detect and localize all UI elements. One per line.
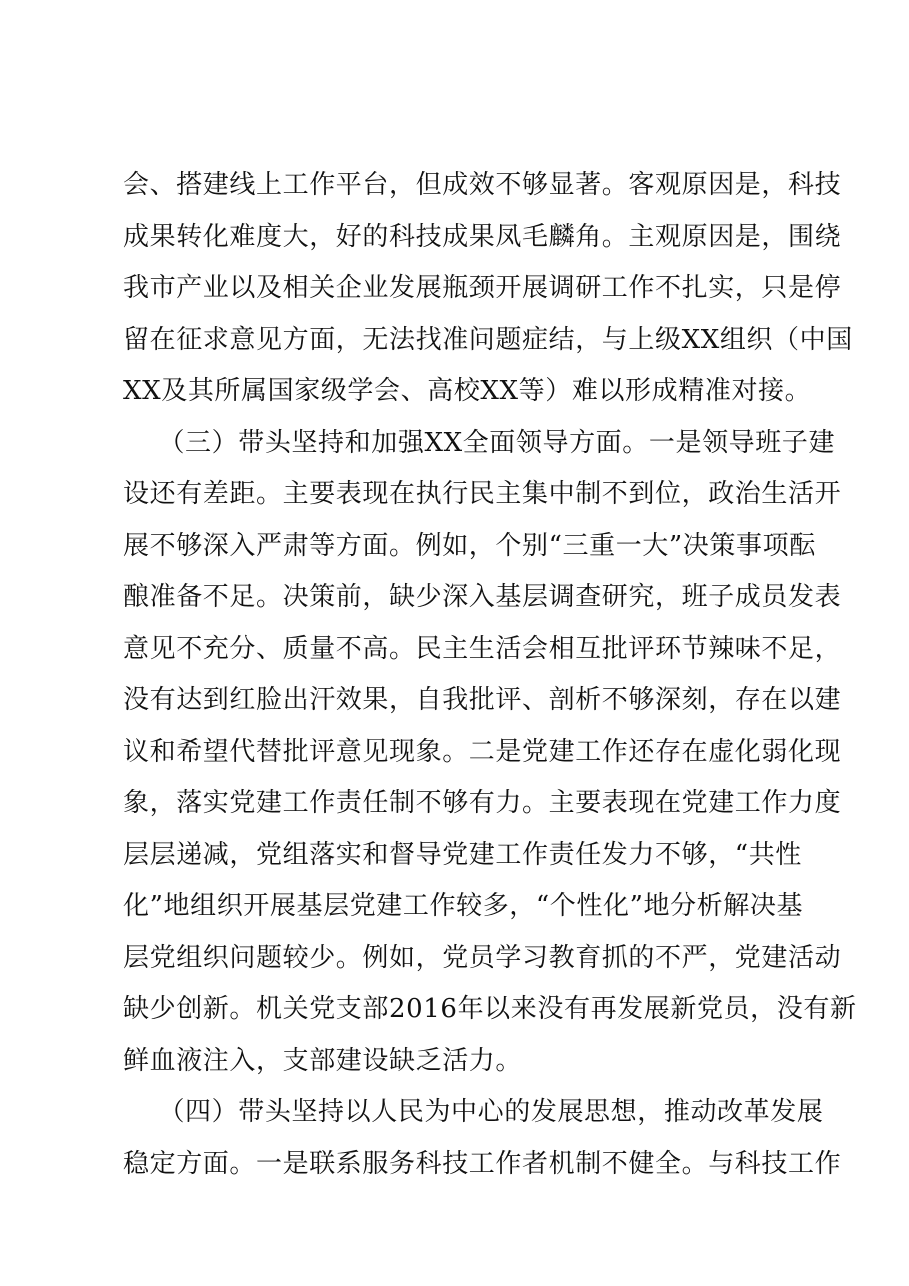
text-line: 成果转化难度大，好的科技成果凤毛麟角。主观原因是，围绕: [123, 221, 842, 252]
text-line: 层党组织问题较少。例如，党员学习教育抓的不严，党建活动: [123, 942, 842, 973]
text-line: 酿准备不足。决策前，缺少深入基层调查研究，班子成员发表: [123, 582, 842, 612]
text-line: 议和希望代替批评意见现象。二是党建工作还存在虚化弱化现: [123, 736, 842, 767]
text-line: 象，落实党建工作责任制不够有力。主要表现在党建工作力度: [123, 788, 842, 818]
text-line: XX及其所属国家级学会、高校XX等）难以形成精准对接。: [123, 376, 812, 406]
body-text: [123, 160, 857, 1190]
section-three-first-line: （三）带头坚持和加强XX全面领导方面。一是领导班子建: [123, 427, 836, 458]
section-four-first-line: （四）带头坚持以人民为中心的发展思想，推动改革发展: [123, 1097, 824, 1127]
text-line: 设还有差距。主要表现在执行民主集中制不到位，政治生活开: [123, 479, 842, 509]
text-line: 没有达到红脸出汗效果，自我批评、剖析不够深刻，存在以建: [123, 685, 842, 715]
text-line: 展不够深入严肃等方面。例如，个别“三重一大”决策事项酝: [123, 530, 816, 561]
text-line: 鲜血液注入，支部建设缺乏活力。: [123, 1045, 523, 1076]
text-line: 缺少创新。机关党支部2016年以来没有再发展新党员，没有新: [123, 994, 857, 1024]
text-line: 意见不充分、质量不高。民主生活会相互批评环节辣味不足，: [123, 633, 842, 664]
text-line: 稳定方面。一是联系服务科技工作者机制不健全。与科技工作: [123, 1148, 842, 1179]
text-line: 层层递减，党组落实和督导党建工作责任发力不够，“共性: [123, 839, 802, 870]
text-line: 会、搭建线上工作平台，但成效不够显著。客观原因是，科技: [123, 170, 842, 200]
text-line: 化”地组织开展基层党建工作较多，“个性化”地分析解决基: [123, 891, 804, 921]
text-line: 我市产业以及相关企业发展瓶颈开展调研工作不扎实，只是停: [123, 273, 842, 303]
text-line: 留在征求意见方面，无法找准问题症结，与上级XX组织（中国: [123, 324, 853, 355]
